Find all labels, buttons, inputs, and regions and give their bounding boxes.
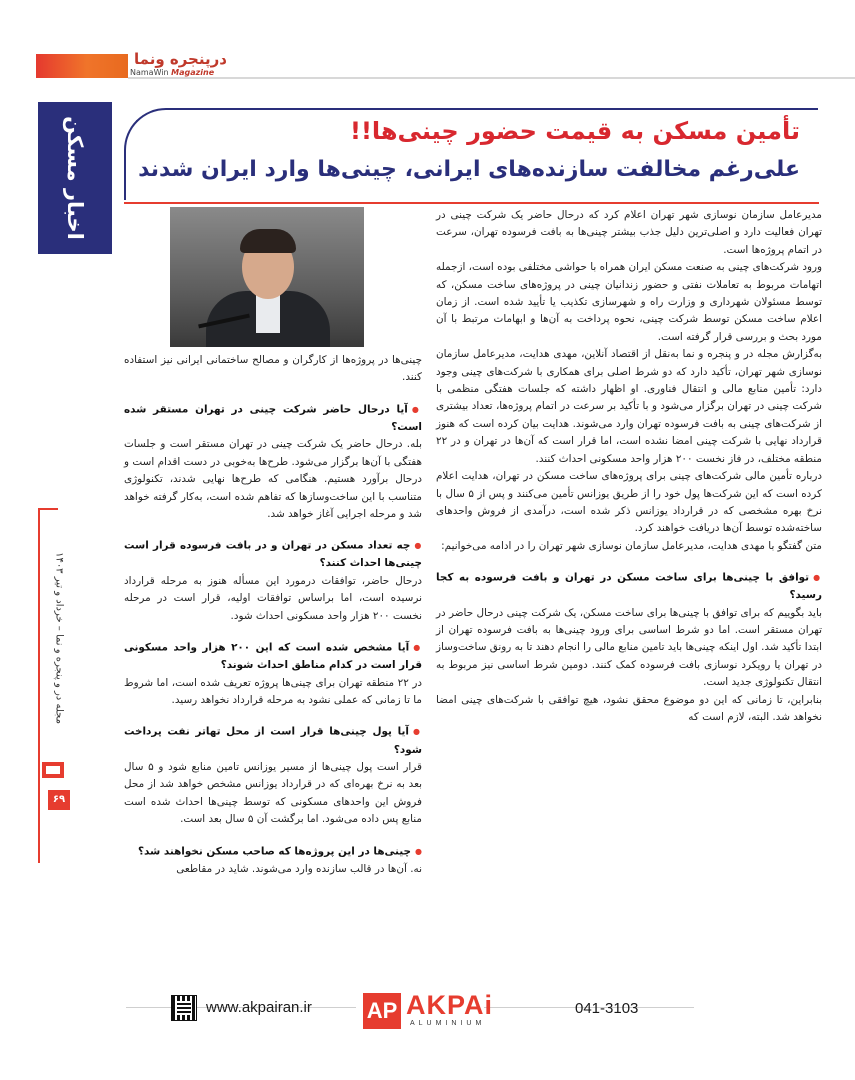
paragraph: باید بگوییم که برای توافق با چینی‌ها برای ساخت مسکن، یک شرکت چینی درحال حاضر در تهران مستقر است. اما دو شرط اساسی برای ورود چینی‌ها به بافت فرسوده تهران از ابتدا تأکید شد. اول اینکه چینی‌ها باید تامین منابع مالی را انجام دهند تا به رونق ساخت‌وساز در تهران یا رویکرد نوسازی بافت فرسوده کمک کنند. دومین شرط اساسی نیز مربوط به انتقال تکنولوژی جدید است.: [436, 606, 822, 689]
page-number: ۶۹: [48, 790, 70, 810]
paragraph: چینی‌ها در پروژه‌ها از کارگران و مصالح ساختمانی ایرانی نیز استفاده کنند.: [124, 354, 422, 384]
paragraph: مدیرعامل سازمان نوسازی شهر تهران اعلام کرد که درحال حاضر یک شرکت چینی در تهران فعالیت دارد و اصلی‌ترین دلیل جذب بیشتر چینی‌ها به بافت فرسوده تهران، سرعت در اتمام پروژه‌ها است.: [436, 209, 822, 256]
article-photo: [170, 207, 364, 347]
header-color-strip: [36, 54, 128, 78]
paragraph: بنابراین، تا زمانی که این دو موضوع محقق نشود، هیچ توافقی با شرکت‌های چینی امضا نخواهد شد. البته، لازم است که: [436, 693, 822, 724]
question-heading: ● آیا مشخص شده است که این ۲۰۰ هزار واحد مسکونی قرار است در کدام مناطق احداث شوند؟: [124, 639, 422, 675]
paragraph: به‌گزارش مجله در و پنجره و نما به‌نقل از اقتصاد آنلاین، مهدی هدایت، مدیرعامل سازمان نوسازی شهر تهران، تأکید دارد که دو شرط اصلی برای همکاری با شرکت‌های چینی وجود دارد: تأمین منابع مالی و انتقال فناوری. او اظهار داشته که جلسات هفتگی منظمی با شرکت چینی در تهران برگزار می‌شود و با تأکید بر سرعت در اتمام پروژه‌ها، تعداد بیشتری از شرکت‌های چینی به بافت فرسوده تهران وارد می‌شوند. هدایت بیان کرده است که هنوز قرارداد نهایی با شرکت چینی امضا نشده است، اما قرار است که آن‌ها در تهران و در ۲۲ منطقه مختلف، در فاز نخست ۲۰۰ هزار واحد مسکونی احداث کنند.: [436, 348, 822, 465]
mini-logo-icon: [42, 762, 64, 778]
article-subtitle: علی‌رغم مخالفت سازنده‌های ایرانی، چینی‌ها وارد ایران شدند: [138, 157, 800, 182]
issue-line: مجله در و پنجره و نما – خرداد و تیر ۱۴۰۳: [53, 552, 65, 724]
question-heading: ● چینی‌ها در این پروژه‌ها که صاحب مسکن نخواهند شد؟: [124, 843, 422, 861]
paragraph: ورود شرکت‌های چینی به صنعت مسکن ایران همراه با حواشی مختلفی بوده است، ازجمله اتهامات مربوط به تعاملات نفتی و حضور زندانیان چینی در پروژه‌های ساخت مسکن، که توسط مسئولان شهرداری و وزارت راه و شهرسازی تکذیب یا تأیید شده است. از زمان اعلام ساخت مسکن توسط شرکت چینی، نحوه پرداخت به آن‌ها و ابهامات مرتبط با آن مورد بحث و بررسی قرار گرفته است.: [436, 261, 822, 343]
header-rule: [128, 77, 855, 79]
magazine-logo: درپنجره ونما: [134, 50, 227, 68]
brand-tagline: ALUMINIUM: [410, 1020, 486, 1027]
article-right-column: [436, 207, 822, 726]
question-heading: ● توافق با چینی‌ها برای ساخت مسکن در تهران و بافت فرسوده به کجا رسید؟: [436, 569, 822, 605]
paragraph: بله. درحال حاضر یک شرکت چینی در تهران مستقر است و جلسات هفتگی با آن‌ها برگزار می‌شود. طرح‌ها به‌خوبی در دست اقدام است و درحال برآورد هستیم. هنگامی که طرح‌ها نهایی شدند، تکنولوژی متناسب با این ساخت‌وسازها که تفاهم شده است، به‌کار گرفته خواهد شد و مرحله اجرایی آغاز خواهد شد.: [124, 438, 422, 520]
magazine-logo-sub: [130, 68, 214, 77]
section-tab: [38, 102, 112, 254]
article-left-column: [124, 352, 422, 878]
question-heading: ● آیا پول چینی‌ها قرار است از محل تهاتر نفت پرداخت شود؟: [124, 723, 422, 759]
question-heading: ● چه تعداد مسکن در تهران و در بافت فرسوده قرار است چینی‌ها احداث کنند؟: [124, 537, 422, 573]
brand-name: AKPAi: [406, 990, 494, 1020]
side-rule: [38, 508, 40, 863]
footer-phone: 041-3103: [575, 1000, 639, 1017]
footer-website[interactable]: www.akpairan.ir: [206, 999, 312, 1016]
photo-shirt: [256, 293, 280, 333]
question-heading: ● آیا درحال حاضر شرکت چینی در تهران مستقر شده است؟: [124, 401, 422, 437]
paragraph: نه. آن‌ها در قالب سازنده وارد می‌شوند. شاید در مقاطعی: [176, 862, 422, 875]
photo-hair: [240, 229, 296, 253]
section-title: اخبار مسکن: [63, 116, 87, 240]
brand-logo-icon: AP: [363, 993, 401, 1029]
logo-brand: NamaWin: [130, 68, 169, 77]
paragraph: درباره تأمین مالی شرکت‌های چینی برای پروژه‌های ساخت مسکن در تهران، هدایت اعلام کرده است که این شرکت‌ها پول خود را از طریق یوزانس تأمین می‌کنند و پس از ۵ سال با نرخ بهره مشخصی که در قرارداد یوزانس ذکر شده است، درآمدی از فروش واحدهای ساخته‌شده توسط آن‌ها دریافت خواهند کرد.: [436, 470, 822, 535]
qr-code-icon: [172, 996, 196, 1020]
paragraph: قرار است پول چینی‌ها از مسیر یوزانس تامین منابع شود و ۵ سال بعد به نرخ بهره‌ای که در قرارداد یوزانس مشخص خواهد شد از محل فروش این واحدهای مسکونی که توسط چینی‌ها احداث شده است منابع پس داده می‌شود. اما برگشت آن ۵ سال بعد است.: [124, 760, 422, 826]
article-title: تأمین مسکن به قیمت حضور چینی‌ها!!: [350, 117, 800, 145]
paragraph: درحال حاضر، توافقات درمورد این مسأله هنوز به مرحله قرارداد نرسیده است، اما براساس توافقات اولیه، قرار است در مرحله نخست ۲۰۰ هزار واحد مسکونی احداث شود.: [124, 574, 422, 622]
logo-magazine: Magazine: [171, 68, 215, 77]
title-rule: [124, 202, 819, 204]
paragraph: متن گفتگو با مهدی هدایت، مدیرعامل سازمان نوسازی شهر تهران را در ادامه می‌خوانیم:: [441, 539, 822, 552]
paragraph: در ۲۲ منطقه تهران برای چینی‌ها پروژه تعریف شده است، اما شروط ما تا زمانی که عملی نشود به مرحله قرارداد نخواهد رسید.: [124, 676, 422, 707]
issue-line-wrap: [48, 508, 70, 768]
